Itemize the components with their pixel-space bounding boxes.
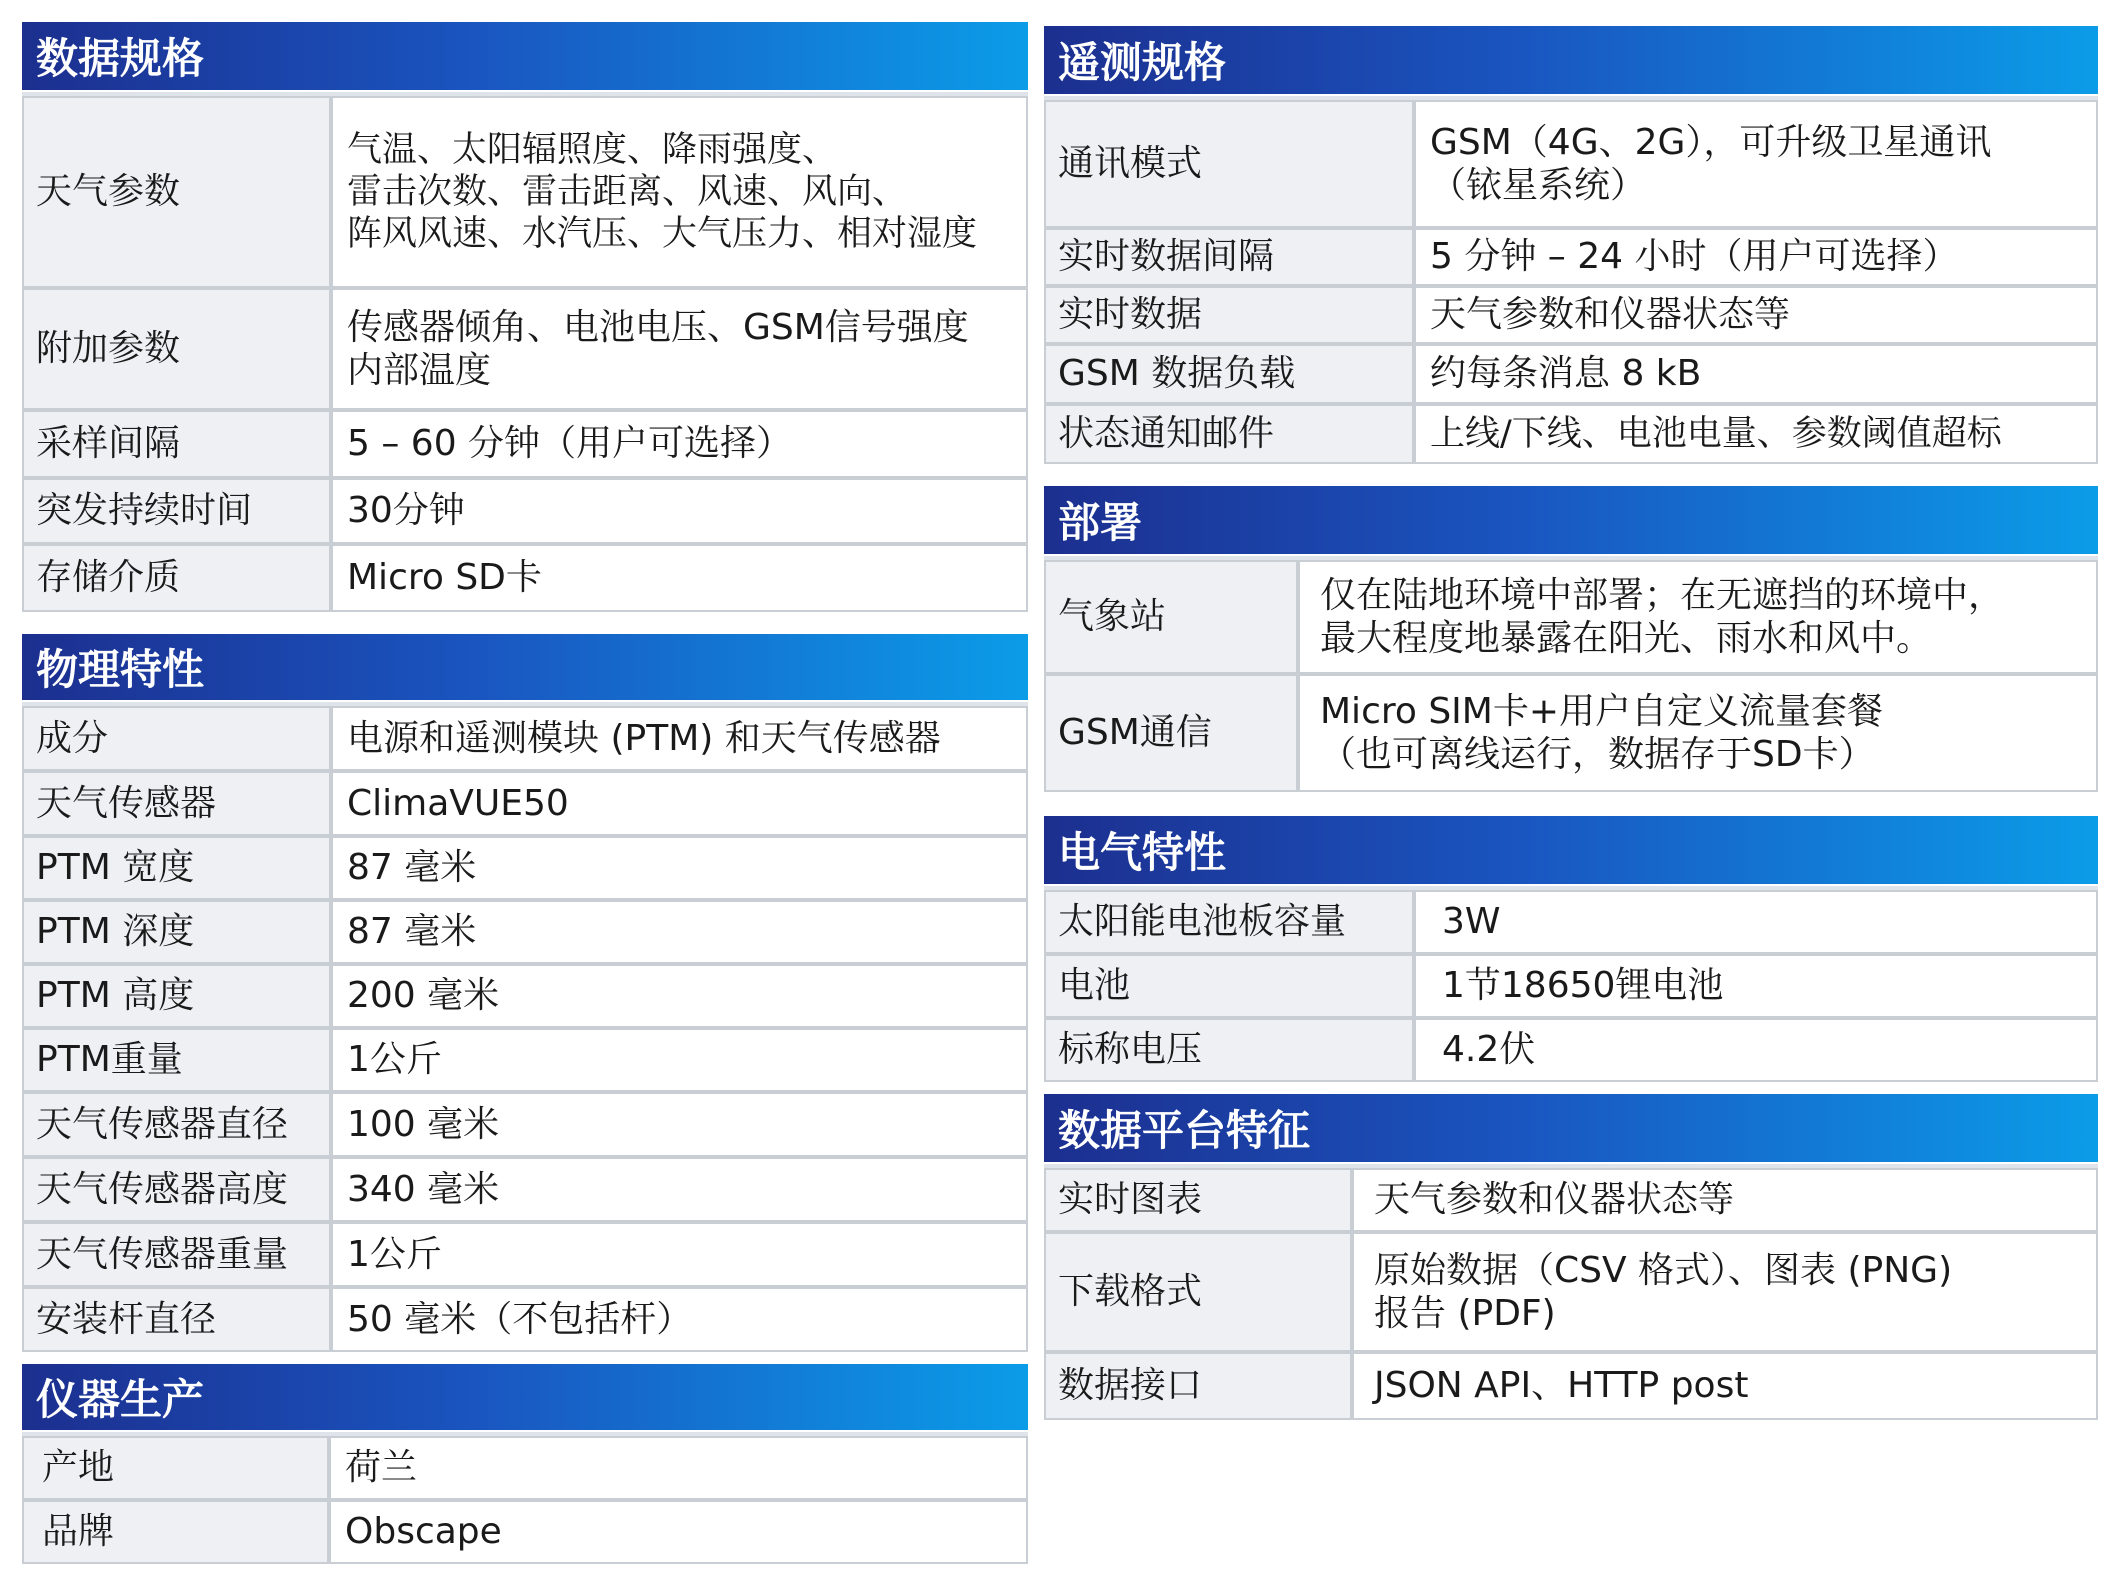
table-row	[22, 1092, 1028, 1157]
section-production	[22, 1364, 1028, 1564]
section-title-text: 仪器生产	[36, 1375, 205, 1424]
row-value: JSON API、HTTP post	[1350, 1354, 2096, 1418]
row-label: GSM通信	[1058, 712, 1212, 754]
row-label: 太阳能电池板容量	[1058, 901, 1347, 943]
row-value: 100 毫米	[329, 1094, 1026, 1155]
table-row	[22, 836, 1028, 900]
table-row	[22, 1157, 1028, 1222]
section-title	[22, 22, 1028, 90]
table-row	[22, 1222, 1028, 1287]
table-row	[1044, 1168, 2098, 1232]
section-title	[1044, 26, 2098, 94]
table-row	[22, 771, 1028, 836]
row-value: 电源和遥测模块 (PTM) 和天气传感器	[329, 708, 1026, 769]
table-row	[1044, 1018, 2098, 1082]
table-row	[22, 288, 1028, 410]
section-title-text: 数据规格	[36, 34, 205, 83]
section-title-text: 物理特性	[36, 645, 205, 694]
row-label: GSM 数据负载	[1058, 353, 1296, 395]
row-label: 实时数据	[1058, 294, 1203, 336]
section-telemetry	[1044, 26, 2098, 464]
section-title-text: 遥测规格	[1058, 38, 1227, 87]
row-label: 天气传感器高度	[36, 1168, 289, 1210]
section-platform	[1044, 1094, 2098, 1420]
table-row	[1044, 890, 2098, 954]
table-row	[22, 1028, 1028, 1092]
row-label: 天气传感器重量	[36, 1233, 289, 1275]
row-value: 上线/下线、电池电量、参数阈值超标	[1412, 406, 2096, 462]
row-label: PTM重量	[36, 1039, 183, 1081]
row-label: 电池	[1058, 965, 1131, 1007]
row-label: PTM 深度	[36, 911, 195, 953]
section-physical	[22, 634, 1028, 1352]
table-row	[22, 544, 1028, 612]
row-label: 采样间隔	[36, 423, 181, 465]
row-label: 附加参数	[36, 328, 181, 370]
row-label: 下载格式	[1058, 1271, 1203, 1313]
table-row	[22, 964, 1028, 1028]
table-row	[22, 900, 1028, 964]
row-value: 3W	[1412, 892, 2096, 952]
section-data-spec	[22, 22, 1028, 612]
row-value: 87 毫米	[329, 838, 1026, 898]
section-title	[1044, 1094, 2098, 1162]
table-row	[1044, 560, 2098, 674]
row-label: 气象站	[1058, 596, 1167, 638]
table-row	[22, 478, 1028, 544]
row-label: 实时图表	[1058, 1179, 1203, 1221]
table-row	[22, 1500, 1028, 1564]
row-label: PTM 高度	[36, 975, 195, 1017]
row-label: 标称电压	[1058, 1029, 1203, 1071]
row-value: 原始数据（CSV 格式）、图表 (PNG) 报告 (PDF)	[1350, 1234, 2096, 1350]
row-value: 1公斤	[329, 1224, 1026, 1285]
table-row	[1044, 674, 2098, 792]
row-label: 成分	[36, 717, 109, 759]
row-value: ClimaVUE50	[329, 773, 1026, 834]
section-title-text: 部署	[1058, 498, 1143, 547]
table-row	[1044, 100, 2098, 228]
row-value: GSM（4G、2G），可升级卫星通讯 （铱星系统）	[1412, 102, 2096, 226]
table-row	[22, 706, 1028, 771]
table-row	[1044, 404, 2098, 464]
section-title	[22, 634, 1028, 700]
row-label: 存储介质	[36, 557, 181, 599]
row-value: 200 毫米	[329, 966, 1026, 1026]
table-row	[1044, 286, 2098, 344]
row-label: 产地	[42, 1447, 115, 1489]
section-title	[22, 1364, 1028, 1430]
row-value: 1节18650锂电池	[1412, 956, 2096, 1016]
section-title-text: 数据平台特征	[1058, 1106, 1311, 1155]
row-value: 87 毫米	[329, 902, 1026, 962]
row-value: Micro SD卡	[329, 546, 1026, 610]
row-value: 天气参数和仪器状态等	[1350, 1170, 2096, 1230]
row-label: 天气传感器	[36, 782, 217, 824]
section-title	[1044, 486, 2098, 554]
row-label: 通讯模式	[1058, 143, 1203, 185]
row-value: 50 毫米（不包括杆）	[329, 1289, 1026, 1350]
row-label: 天气参数	[36, 171, 181, 213]
row-value: 天气参数和仪器状态等	[1412, 288, 2096, 342]
row-value: 传感器倾角、电池电压、GSM信号强度 内部温度	[329, 290, 1026, 408]
table-row	[22, 96, 1028, 288]
table-row	[1044, 954, 2098, 1018]
section-title-text: 电气特性	[1058, 828, 1227, 877]
row-label: 状态通知邮件	[1058, 413, 1275, 455]
row-value: 荷兰	[327, 1438, 1026, 1498]
section-electrical	[1044, 816, 2098, 1082]
row-label: PTM 宽度	[36, 847, 195, 889]
table-row	[22, 1436, 1028, 1500]
table-row	[22, 410, 1028, 478]
row-value: 5 分钟 – 24 小时（用户可选择）	[1412, 230, 2096, 284]
row-label: 突发持续时间	[36, 490, 253, 532]
row-value: 气温、太阳辐照度、降雨强度、 雷击次数、雷击距离、风速、风向、 阵风风速、水汽压、大气压力、相对湿度	[329, 98, 1026, 286]
row-label: 实时数据间隔	[1058, 236, 1275, 278]
row-value: 仅在陆地环境中部署；在无遮挡的环境中， 最大程度地暴露在阳光、雨水和风中。	[1296, 562, 2096, 672]
row-value: 1公斤	[329, 1030, 1026, 1090]
table-row	[22, 1287, 1028, 1352]
row-value: 5 – 60 分钟（用户可选择）	[329, 412, 1026, 476]
row-value: 340 毫米	[329, 1159, 1026, 1220]
section-deployment	[1044, 486, 2098, 792]
table-row	[1044, 344, 2098, 404]
row-value: 4.2伏	[1412, 1020, 2096, 1080]
section-title	[1044, 816, 2098, 884]
row-value: Obscape	[327, 1502, 1026, 1562]
table-row	[1044, 1352, 2098, 1420]
row-value: Micro SIM卡+用户自定义流量套餐 （也可离线运行，数据存于SD卡）	[1296, 676, 2096, 790]
row-label: 数据接口	[1058, 1365, 1203, 1407]
row-value: 30分钟	[329, 480, 1026, 542]
row-label: 安装杆直径	[36, 1298, 217, 1340]
table-row	[1044, 228, 2098, 286]
row-value: 约每条消息 8 kB	[1412, 346, 2096, 402]
table-row	[1044, 1232, 2098, 1352]
row-label: 品牌	[42, 1511, 115, 1553]
row-label: 天气传感器直径	[36, 1103, 289, 1145]
